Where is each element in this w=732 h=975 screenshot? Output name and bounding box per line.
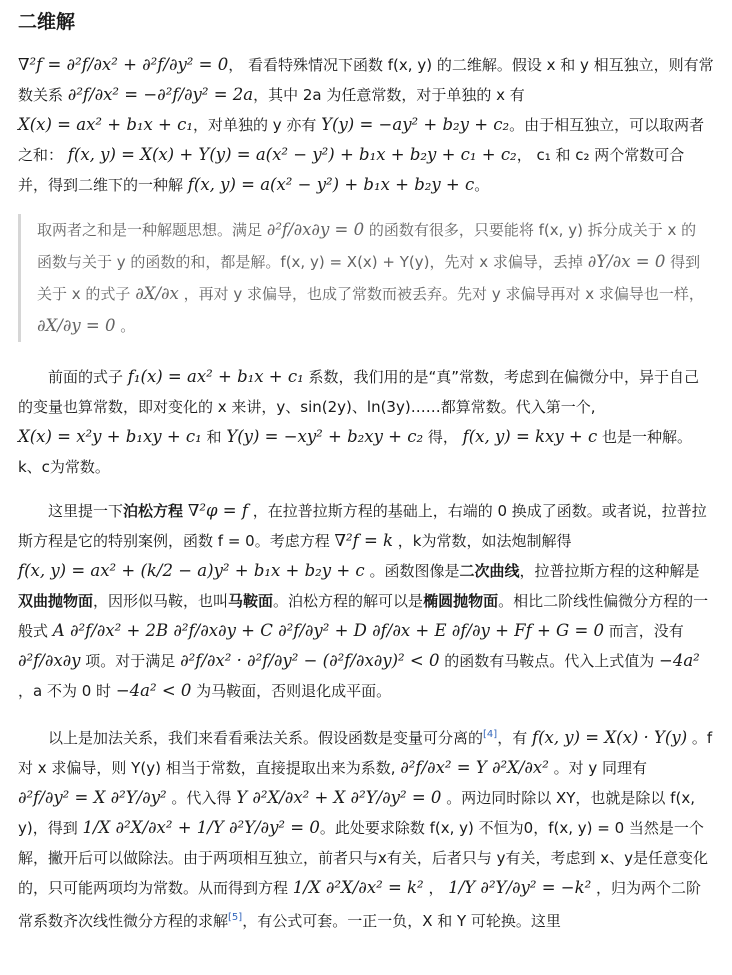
text-run: 。函数图像是 bbox=[364, 562, 460, 580]
formula: 1/Y ∂²Y/∂y² = −k² bbox=[448, 878, 592, 897]
formula: ∂X/∂x bbox=[135, 284, 179, 303]
formula: Y(y) = −xy² + b₂xy + c₂ bbox=[226, 427, 424, 446]
text-run: ，再对 y 求偏导，也成了常数而被丢弃。先对 y 求偏导再对 x 求偏导也一样， bbox=[178, 285, 704, 303]
text-run: 。f 对 x 求偏导，则 Y(y) 相当于常数，直接提取出来为系数, bbox=[18, 729, 713, 777]
text-run: ， c₁ 和 c₂ 两个常数可合并，得到二维下的一种解 bbox=[18, 146, 685, 194]
paragraph-3 bbox=[18, 496, 714, 706]
section-title: 二维解 bbox=[18, 11, 76, 33]
formula: ∇²f = ∂²f/∂x² + ∂²f/∂y² = 0 bbox=[18, 55, 229, 74]
text-run: ，对单独的 y 亦有 bbox=[192, 116, 322, 134]
text-run: 。 bbox=[474, 176, 490, 194]
text-run: 为马鞍面，否则退化成平面。 bbox=[191, 682, 392, 700]
text-run: ，在拉普拉斯方程的基础上，右端的 0 换成了函数。或者说，拉普拉斯方程是它的特别案例，函数 f = 0。考虑方程 bbox=[18, 502, 707, 550]
formula: ∇²f = k bbox=[334, 531, 394, 550]
text-run: 。此处要求除数 f(x, y) 不恒为0，f(x, y) = 0 当然是一个解，撇开后可以做除法。由于两项相互独立，前者只与x有关，后者只与 y有关，考虑到 x、y是任意变化的，只可能两项均为常数。从而得到方程 bbox=[18, 819, 709, 897]
text-run: ，有公式可套。一正一负，X 和 Y 可轮换。这里 bbox=[242, 912, 561, 930]
formula: ∂²f/∂x² = −∂²f/∂y² = 2a bbox=[67, 85, 254, 104]
paragraph-1 bbox=[18, 50, 714, 200]
text-run: 。两边同时除以 XY，也就是除以 f(x, y)，得到 bbox=[18, 789, 695, 837]
formula: f(x, y) = X(x) + Y(y) = a(x² − y²) + b₁x + b₂y + c₁ + c₂ bbox=[67, 145, 517, 164]
formula: 1/X ∂²X/∂x² + 1/Y ∂²Y/∂y² = 0 bbox=[82, 818, 320, 837]
text-run: ，有 bbox=[497, 729, 532, 747]
note-quote bbox=[18, 214, 714, 342]
reference-link[interactable]: [4] bbox=[483, 729, 498, 740]
bold-term: 椭圆抛物面 bbox=[423, 592, 499, 610]
text-run: 前面的式子 bbox=[48, 368, 128, 386]
bold-term: 二次曲线 bbox=[459, 562, 520, 580]
text-run: 也是一种解。k、c为常数。 bbox=[18, 428, 693, 476]
text-run: ，k为常数，如法炮制解得 bbox=[393, 532, 572, 550]
text-run: 系数，我们用的是“真”常数，考虑到在偏微分中，异于自己的变量也算常数，即对变化的 x 来讲，y、sin(2y)、ln(3y)……都算常数。代入第一个, bbox=[18, 368, 700, 416]
text-run: ， bbox=[423, 879, 449, 897]
text-run: ，拉普拉斯方程的这种解是 bbox=[519, 562, 700, 580]
text-run: 而言，没有 bbox=[604, 622, 684, 640]
text-run: ，a 不为 0 时 bbox=[18, 682, 116, 700]
formula: −4a² < 0 bbox=[115, 681, 192, 700]
text-run: 得到关于 x 的式子 bbox=[37, 253, 701, 303]
formula: −4a² bbox=[659, 651, 700, 670]
formula: X(x) = x²y + b₁xy + c₁ bbox=[18, 427, 202, 446]
reference-link[interactable]: [5] bbox=[228, 912, 243, 923]
formula: ∂²f/∂x∂y = 0 bbox=[266, 220, 365, 239]
text-run: 和 bbox=[201, 428, 227, 446]
paragraph-4-text bbox=[18, 720, 714, 936]
paragraph-1-text bbox=[18, 50, 714, 200]
bold-term: 马鞍面 bbox=[228, 592, 274, 610]
formula: f(x, y) = ax² + (k/2 − a)y² + b₁x + b₂y + c bbox=[18, 561, 365, 580]
quote-text bbox=[37, 214, 706, 342]
formula: ∂²f/∂y² = X ∂²Y/∂y² bbox=[18, 788, 167, 807]
formula: X(x) = ax² + b₁x + c₁ bbox=[18, 115, 193, 134]
formula: A ∂²f/∂x² + 2B ∂²f/∂x∂y + C ∂²f/∂y² + D ∂f/∂x + E ∂f/∂y + Ff + G = 0 bbox=[52, 621, 605, 640]
paragraph-2 bbox=[18, 362, 714, 482]
text-run: 。泊松方程的解可以是 bbox=[273, 592, 424, 610]
formula: ∂²f/∂x∂y bbox=[18, 651, 81, 670]
text-run: 。对 y 同理有 bbox=[548, 759, 648, 777]
bold-term: 泊松方程 bbox=[123, 502, 184, 520]
formula: ∂X/∂y = 0 bbox=[37, 316, 116, 335]
formula: ∇²φ = f bbox=[187, 501, 248, 520]
text-run: 这里提一下 bbox=[48, 502, 124, 520]
formula: Y(y) = −ay² + b₂y + c₂ bbox=[321, 115, 510, 134]
text-run: 以上是加法关系，我们来看看乘法关系。假设函数是变量可分离的 bbox=[48, 729, 484, 747]
text-run: 得， bbox=[423, 428, 463, 446]
formula: ∂²f/∂x² = Y ∂²X/∂x² bbox=[400, 758, 549, 777]
formula: f(x, y) = kxy + c bbox=[462, 427, 598, 446]
formula: f(x, y) = X(x) · Y(y) bbox=[531, 728, 688, 747]
text-run: ，其中 2a 为任意常数，对于单独的 x 有 bbox=[253, 86, 525, 104]
paragraph-4 bbox=[18, 720, 714, 936]
text-run: 。相比二阶线性偏微分方程的一般式 bbox=[18, 592, 709, 640]
formula: ∂²f/∂x² · ∂²f/∂y² − (∂²f/∂x∂y)² < 0 bbox=[180, 651, 440, 670]
paragraph-3-text bbox=[18, 496, 714, 706]
text-run: 项。对于满足 bbox=[80, 652, 181, 670]
formula: Y ∂²X/∂x² + X ∂²Y/∂y² = 0 bbox=[236, 788, 442, 807]
paragraph-2-text bbox=[18, 362, 714, 482]
formula: f₁(x) = ax² + b₁x + c₁ bbox=[127, 367, 304, 386]
text-run: 。由于相互独立，可以取两者之和： bbox=[18, 116, 705, 164]
text-run: ， 看看特殊情况下函数 f(x, y) 的二维解。假设 x 和 y 相互独立，则有常数关系 bbox=[18, 56, 714, 104]
text-run: 的函数有马鞍点。代入上式值为 bbox=[439, 652, 660, 670]
text-run: ，归为两个二阶常系数齐次线性微分方程的求解 bbox=[18, 879, 702, 930]
formula: 1/X ∂²X/∂x² = k² bbox=[292, 878, 424, 897]
text-run: 。代入得 bbox=[166, 789, 237, 807]
text-run: 的函数有很多，只要能将 f(x, y) 拆分成关于 x 的函数与关于 y 的函数的和，都是解。f(x, y) = X(x) + Y(y)，先对 x 求偏导，丢掉 bbox=[37, 221, 697, 271]
formula: f(x, y) = a(x² − y²) + b₁x + b₂y + c bbox=[187, 175, 475, 194]
bold-term: 双曲抛物面 bbox=[18, 592, 94, 610]
text-run: ，因形似马鞍，也叫 bbox=[93, 592, 229, 610]
text-run: 。 bbox=[115, 317, 136, 335]
formula: ∂Y/∂x = 0 bbox=[587, 252, 666, 271]
text-run: 取两者之和是一种解题思想。满足 bbox=[37, 221, 267, 239]
